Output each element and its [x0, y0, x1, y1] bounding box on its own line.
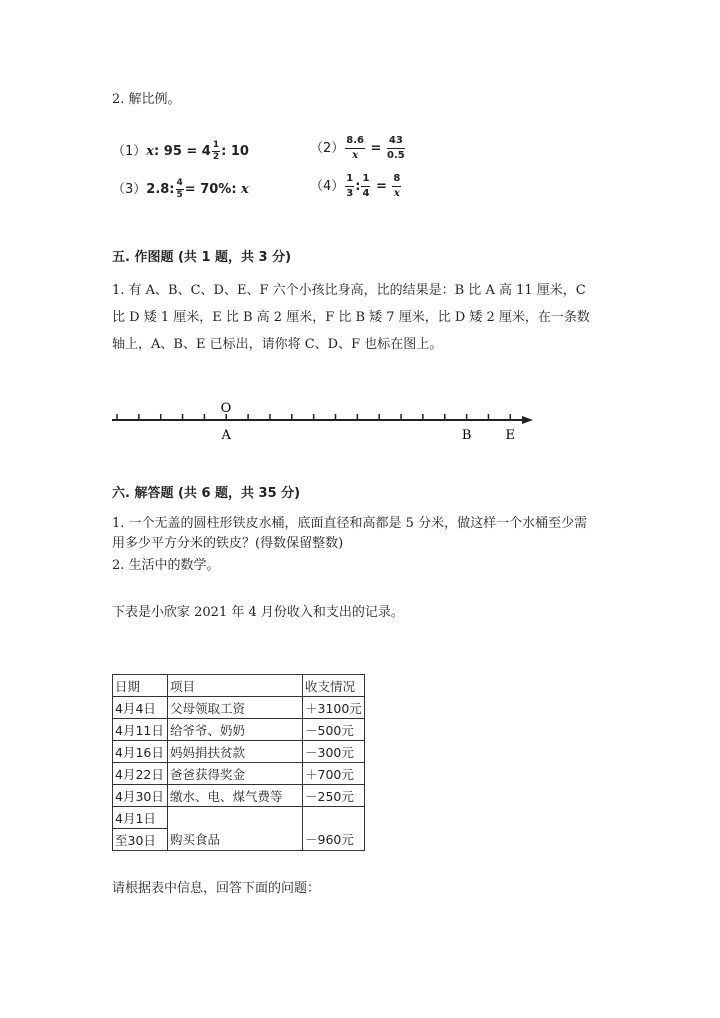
header-amount: 收支情况: [303, 675, 365, 697]
table-row: [113, 829, 365, 851]
header-item: 项目: [168, 675, 303, 697]
cell-date: 4月30日: [113, 785, 168, 807]
cell-item: 缴水、电、煤气费等: [168, 785, 303, 807]
table-row: [113, 763, 365, 785]
header-date: 日期: [113, 675, 168, 697]
cell-item: 购买食品: [168, 829, 303, 851]
table-row: [113, 807, 365, 829]
cell-item: [168, 807, 303, 829]
table-row: [113, 741, 365, 763]
cell-amount: [303, 807, 365, 829]
proportion-1: （1）x: 95 = 4 $\frac{1}{2}$ : 10: [112, 140, 249, 162]
section-6-question-1: 1. 一个无盖的圆柱形铁皮水桶，底面直径和高都是 5 分米，做这样一个水桶至少需用多少平方分米的铁皮？(得数保留整数): [112, 516, 588, 551]
question-2-title: 2. 解比例。: [112, 92, 181, 107]
point-label-b: B: [461, 428, 472, 443]
cell-item: 妈妈捐扶贫款: [168, 741, 303, 763]
section-5-question-1: 1. 有 A、B、C、D、E、F 六个小孩比身高，比的结果是：B 比 A 高 11 厘米，C 比 D 矮 1 厘米，E 比 B 高 2 厘米，F 比 B 矮 7 厘米，比 D 矮 2 厘米，在一条数轴上，A、B、E 已标出，请你将 C、D、F 也标在图上。: [112, 283, 590, 352]
cell-amount: －500元: [303, 719, 365, 741]
table-header-row: [113, 675, 365, 697]
cell-amount: ＋700元: [303, 763, 365, 785]
section-5-title: 五. 作图题 (共 1 题，共 3 分): [112, 250, 292, 265]
cell-item: 父母领取工资: [168, 697, 303, 719]
number-line: [0, 390, 720, 450]
cell-amount: －250元: [303, 785, 365, 807]
cell-date: 至30日: [113, 829, 168, 851]
cell-date: 4月1日: [113, 807, 168, 829]
origin-label: O: [220, 401, 232, 416]
cell-item: 爸爸获得奖金: [168, 763, 303, 785]
proportion-4: （4） $\frac{1}{3}$ : $\frac{1}{4}$ = $\frac{8}{x}$: [310, 173, 401, 199]
proportion-3: （3）2.8: $\frac{4}{5}$ = 70%: x: [112, 178, 249, 200]
table-row: [113, 719, 365, 741]
cell-date: 4月16日: [113, 741, 168, 763]
cell-date: 4月11日: [113, 719, 168, 741]
point-label-a: A: [221, 428, 231, 443]
cell-amount: －960元: [303, 829, 365, 851]
table-intro: 下表是小欣家 2021 年 4 月份收入和支出的记录。: [112, 605, 404, 620]
point-label-e: E: [505, 428, 516, 443]
section-6-question-2: 2. 生活中的数学。: [112, 558, 220, 573]
table-row: [113, 785, 365, 807]
cell-amount: －300元: [303, 741, 365, 763]
cell-item: 给爷爷、奶奶: [168, 719, 303, 741]
cell-date: 4月4日: [113, 697, 168, 719]
proportion-2: （2） $\frac{8.6}{x}$ = $\frac{43}{0.5}$: [310, 135, 405, 161]
cell-amount: ＋3100元: [303, 697, 365, 719]
table-outro: 请根据表中信息，回答下面的问题：: [112, 881, 321, 896]
income-expense-table: [112, 674, 365, 851]
cell-date: 4月22日: [113, 763, 168, 785]
arrow-icon: [522, 416, 533, 424]
section-6-title: 六. 解答题 (共 6 题，共 35 分): [112, 486, 301, 501]
table-row: [113, 697, 365, 719]
